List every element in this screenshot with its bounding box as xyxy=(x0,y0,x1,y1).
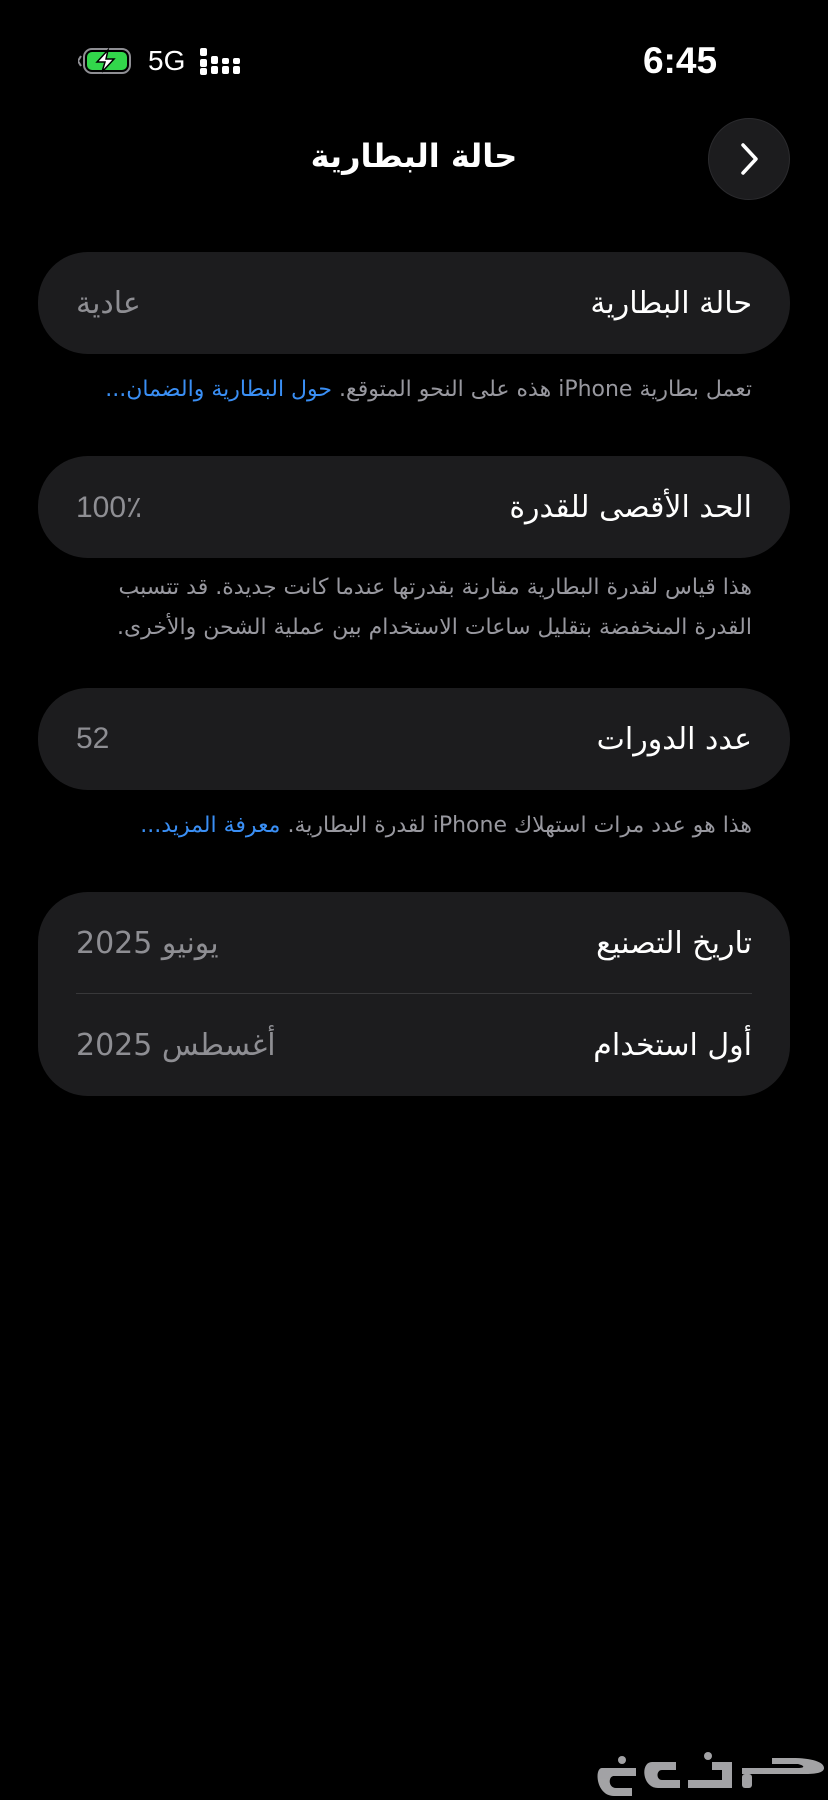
max-capacity-note xyxy=(60,568,752,648)
cycle-count-note-text: هذا هو عدد مرات استهلاك iPhone لقدرة البطارية. xyxy=(287,813,752,838)
battery-charging-icon xyxy=(78,47,134,75)
manufacture-date-row xyxy=(38,892,790,994)
cycle-count-value: 52 xyxy=(76,722,110,755)
battery-health-note xyxy=(60,370,752,410)
cycle-count-note xyxy=(60,806,752,846)
battery-health-note-text: تعمل بطارية iPhone هذه على النحو المتوقع. xyxy=(339,377,752,402)
battery-health-card xyxy=(38,252,790,354)
navigation-bar xyxy=(0,112,828,202)
page-title: حالة البطارية xyxy=(310,137,518,175)
max-capacity-value: 100٪ xyxy=(76,490,143,524)
first-use-value: أغسطس 2025 xyxy=(76,1027,276,1063)
chevron-right-icon xyxy=(734,139,764,179)
battery-health-label: حالة البطارية xyxy=(590,285,752,321)
back-button[interactable] xyxy=(708,118,790,200)
max-capacity-note-text: هذا قياس لقدرة البطارية مقارنة بقدرتها عندما كانت جديدة. قد تتسبب القدرة المنخفضة بتقليل ساعات الاستخدام بين عملية الشحن والأخرى. xyxy=(116,575,752,640)
cycle-count-row xyxy=(38,688,790,790)
manufacture-date-label: تاريخ التصنيع xyxy=(596,925,752,961)
cycle-count-label: عدد الدورات xyxy=(596,721,752,757)
max-capacity-row xyxy=(38,456,790,558)
first-use-row xyxy=(38,994,790,1096)
signal-bars-icon xyxy=(198,46,242,76)
status-bar xyxy=(0,0,828,120)
status-clock: 6:45 xyxy=(642,40,718,81)
haraj-logo xyxy=(592,1748,828,1800)
manufacture-date-value: يونيو 2025 xyxy=(76,925,219,961)
network-type-label: 5G xyxy=(148,45,186,76)
battery-warranty-link[interactable]: حول البطارية والضمان... xyxy=(105,377,333,402)
first-use-label: أول استخدام xyxy=(593,1027,752,1063)
learn-more-link[interactable]: معرفة المزيد... xyxy=(140,813,281,838)
max-capacity-label: الحد الأقصى للقدرة xyxy=(509,489,752,525)
cycle-count-card xyxy=(38,688,790,790)
dates-card xyxy=(38,892,790,1096)
battery-health-value: عادية xyxy=(76,285,141,321)
max-capacity-card xyxy=(38,456,790,558)
battery-health-row xyxy=(38,252,790,354)
